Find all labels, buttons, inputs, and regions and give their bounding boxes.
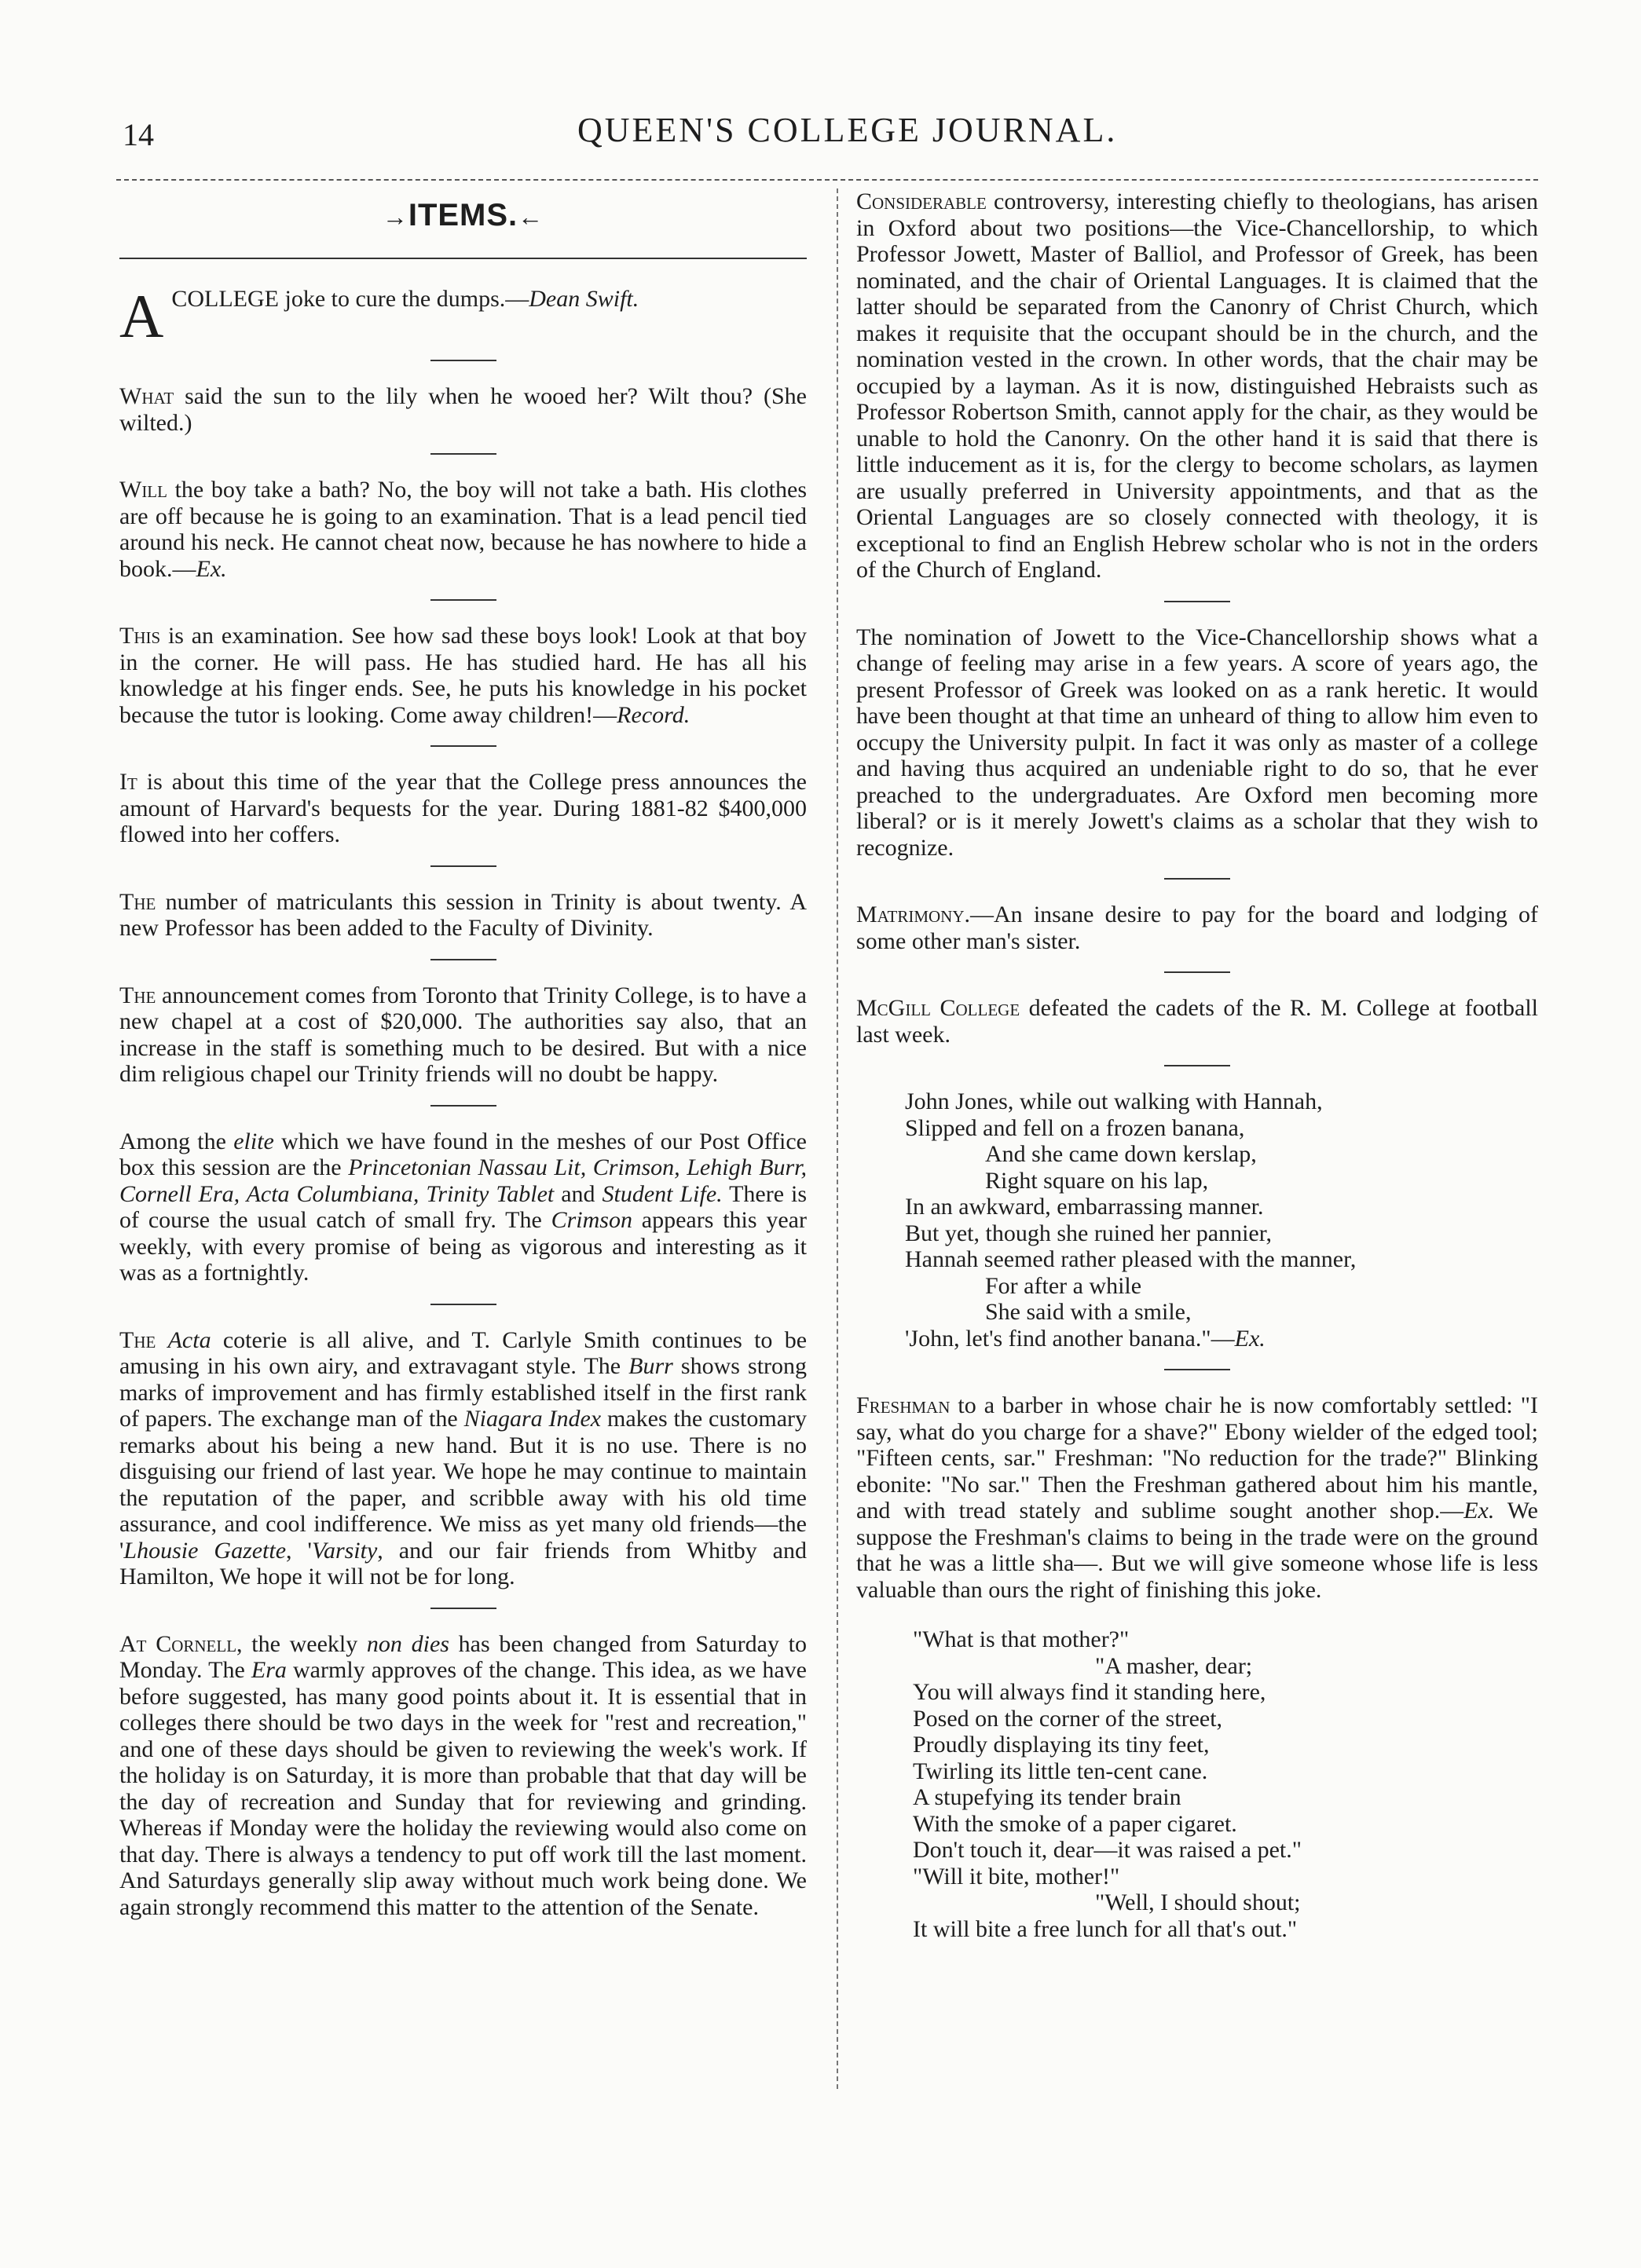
poem-line: "Well, I should shout; bbox=[1095, 1889, 1301, 1915]
poem-line: Proudly displaying its tiny feet, bbox=[913, 1732, 1210, 1758]
journal-title: QUEEN'S COLLEGE JOURNAL. bbox=[577, 111, 1118, 149]
section-heading bbox=[119, 198, 807, 243]
poem-line: In an awkward, embarrassing manner. bbox=[905, 1194, 1264, 1220]
item-trinity-chapel: The announcement comes from Toronto that Trinity College, is to have a new chapel at a cost of $20,000. The authorities say also, that an increase in the staff is something much to be desired. But with a nice dim religious chapel our Trinity friends will no doubt be happy. bbox=[119, 982, 807, 1087]
item-separator bbox=[1164, 971, 1230, 973]
item-examination: This is an examination. See how sad these boys look! Look at that boy in the corner. He will pass. He has studied hard. He has all his knowledge at his finger ends. See, he puts his knowledge in his pocket because the tutor is looking. Come away children!—Record. bbox=[119, 623, 807, 728]
poem-line: For after a while bbox=[985, 1272, 1142, 1299]
item-harvard: It is about this time of the year that the College press announces the amount of Harvard's bequests for the year. During 1881-82 $400,000 flowed into her coffers. bbox=[119, 769, 807, 847]
item-separator bbox=[430, 865, 496, 867]
poem-line: Don't touch it, dear—it was raised a pet." bbox=[913, 1837, 1302, 1863]
item-elite: Among the elite which we have found in the meshes of our Post Office box this session are the Princetonian Nassau Lit, Crimson, Lehigh Burr, Cornell Era, Acta Columbiana, Trinity Tablet and Student Life. There is of course the usual catch of small fry. The Crimson appears this year weekly, with every promise of being as vigorous and interesting as it was as a fortnightly. bbox=[119, 1128, 808, 1286]
poem-line: You will always find it standing here, bbox=[913, 1679, 1266, 1705]
poem-banana bbox=[856, 1088, 1538, 1352]
item-separator bbox=[1164, 878, 1230, 880]
poem-line: With the smoke of a paper cigaret. bbox=[913, 1810, 1237, 1837]
item-separator bbox=[1164, 1369, 1230, 1370]
item-freshman: Freshman to a barber in whose chair he is now comfortably settled: "I say, what do you charge for a shave?" Ebony wielder of the edged tool; "Fifteen cents, sar." Freshman: "No reduction for the trade?" Blinking ebonite: "No sar." Then the Freshman gathered about him his mantle, and with tread stately and sublime sought another shop.—Ex. We suppose the Freshman's claims to being in the trade were on the ground that he was a little sha—. But we will give someone whose life is less valuable than ours the right of finishing this joke. bbox=[856, 1392, 1538, 1603]
item-oxford: Considerable controversy, interesting chiefly to theologians, has arisen in Oxford about two positions—the Vice-Chancellorship, to which Professor Jowett, Master of Balliol, and Professor of Greek, has been nominated, and the chair of Oriental Languages. It is claimed that the latter should be separated from the Canonry of Christ Church, which makes it requisite that the occupant should be in the church, and the nomination vested in the crown. In other words, that the chair may be occupied by a layman. As it is now, distinguished Hebraists such as Professor Robertson Smith, cannot apply for the chair, as they would be unable to hold the Canonry. On the other hand it is said that there is little inducement as it is, for the clergy to become scholars, as laymen are usually preferred in University appointments, and that as the Oriental Languages are so closely connected with theology, it is exceptional to find an English Hebrew scholar who is not in the orders of the Church of England. bbox=[856, 188, 1538, 583]
poem-line: "What is that mother?" bbox=[913, 1626, 1130, 1652]
header-rule bbox=[116, 179, 1538, 181]
item-cornell: At Cornell, the weekly non dies has been changed from Saturday to Monday. The Era warmly approves of the change. This idea, as we have before suggested, has many good points about it. It is essential that in colleges there should be two days in the week for "rest and recreation," and one of these days should be given to reviewing the week's work. If the holiday is on Saturday, it is more than probable that that day will be the day of recreation and Sunday that for reviewing and grinding. Whereas if Monday were the holiday the reviewing would also come on that day. There is always a tendency to put off work till the last moment. And Saturdays generally slip away without much work being done. We again strongly recommend this matter to the attention of the Senate. bbox=[119, 1630, 808, 1920]
item-bath: Will the boy take a bath? No, the boy will not take a bath. His clothes are off because he is going to an examination. That is a lead pencil tied around his neck. He cannot cheat now, because he has nowhere to hide a book.—Ex. bbox=[119, 477, 807, 582]
poem-line: She said with a smile, bbox=[985, 1299, 1192, 1325]
item-sun-lily: What said the sun to the lily when he wooed her? Wilt thou? (She wilted.) bbox=[119, 383, 807, 436]
poem-line: It will bite a free lunch for all that's out." bbox=[913, 1915, 1298, 1942]
poem-line: And she came down kerslap, bbox=[985, 1141, 1257, 1167]
drop-cap: A bbox=[119, 282, 164, 350]
column-divider bbox=[837, 188, 838, 2089]
poem-line: Right square on his lap, bbox=[985, 1167, 1209, 1194]
poem-line: Slipped and fell on a frozen banana, bbox=[905, 1114, 1245, 1141]
poem-line: But yet, though she ruined her pannier, bbox=[905, 1220, 1273, 1246]
poem-line: "A masher, dear; bbox=[1095, 1652, 1253, 1679]
item-matrimony: Matrimony.—An insane desire to pay for the board and lodging of some other man's sister. bbox=[856, 902, 1538, 954]
item-separator bbox=[430, 1105, 496, 1107]
arrow-right-ornament: → bbox=[382, 203, 408, 231]
item-separator bbox=[430, 959, 496, 960]
item-separator bbox=[430, 453, 496, 455]
item-acta: The Acta coterie is all alive, and T. Carlyle Smith continues to be amusing in his own airy, and extravagant style. The Burr shows strong marks of improvement and has firmly established itself in the first rank of papers. The exchange man of the Niagara Index makes the customary remarks about his being a new hand. But it is no use. There is no disguising our friend of last year. We hope he may continue to maintain the reputation of the paper, and scribble away with his old time assurance, and cool indifference. We miss as yet many old friends—the 'Lhousie Gazette, 'Varsity, and our fair friends from Whitby and Hamilton, We hope it will not be for long. bbox=[119, 1326, 808, 1589]
page-number: 14 bbox=[123, 117, 154, 152]
item-jowett: The nomination of Jowett to the Vice-Chancellorship shows what a change of feeling may arise in a few years. A score of years ago, the present Professor of Greek was looked on as a rank heretic. It would have been thought at that time an unheard of thing to allow him even to occupy the University pulpit. In fact it was only as master of a college and having thus acquired an undeniable right to do so, that he ever preached to the undergraduates. Are Oxford men becoming more liberal? or is it merely Jowett's claims as a scholar that they wish to recognize. bbox=[856, 624, 1538, 861]
section-title: ITEMS. bbox=[408, 198, 518, 232]
poem-line: 'John, let's find another banana."—Ex. bbox=[905, 1325, 1266, 1352]
poem-line: Posed on the corner of the street, bbox=[913, 1705, 1223, 1732]
poem-masher bbox=[856, 1626, 1538, 1942]
left-column bbox=[119, 188, 807, 1920]
item-separator bbox=[430, 1608, 496, 1609]
item-separator bbox=[430, 1304, 496, 1305]
item-mcgill: McGill College defeated the cadets of the R. M. College at football last week. bbox=[856, 995, 1538, 1048]
item-separator bbox=[430, 745, 496, 747]
item-dumps: A COLLEGE joke to cure the dumps.—Dean Swift. bbox=[119, 282, 639, 350]
right-column bbox=[856, 188, 1538, 1942]
poem-line: A stupefying its tender brain bbox=[913, 1784, 1181, 1810]
poem-line: Twirling its little ten-cent cane. bbox=[913, 1758, 1208, 1784]
item-separator bbox=[430, 360, 496, 361]
item-separator bbox=[430, 599, 496, 601]
poem-line: "Will it bite, mother!" bbox=[913, 1863, 1120, 1889]
arrow-left-ornament: ← bbox=[518, 203, 544, 231]
item-separator bbox=[1164, 601, 1230, 602]
poem-line: Hannah seemed rather pleased with the manner, bbox=[905, 1246, 1357, 1272]
item-separator bbox=[1164, 1065, 1230, 1066]
heading-rule bbox=[119, 258, 807, 259]
poem-line: John Jones, while out walking with Hannah, bbox=[905, 1088, 1323, 1114]
item-matriculants: The number of matriculants this session in Trinity is about twenty. A new Professor has been added to the Faculty of Divinity. bbox=[119, 888, 807, 941]
